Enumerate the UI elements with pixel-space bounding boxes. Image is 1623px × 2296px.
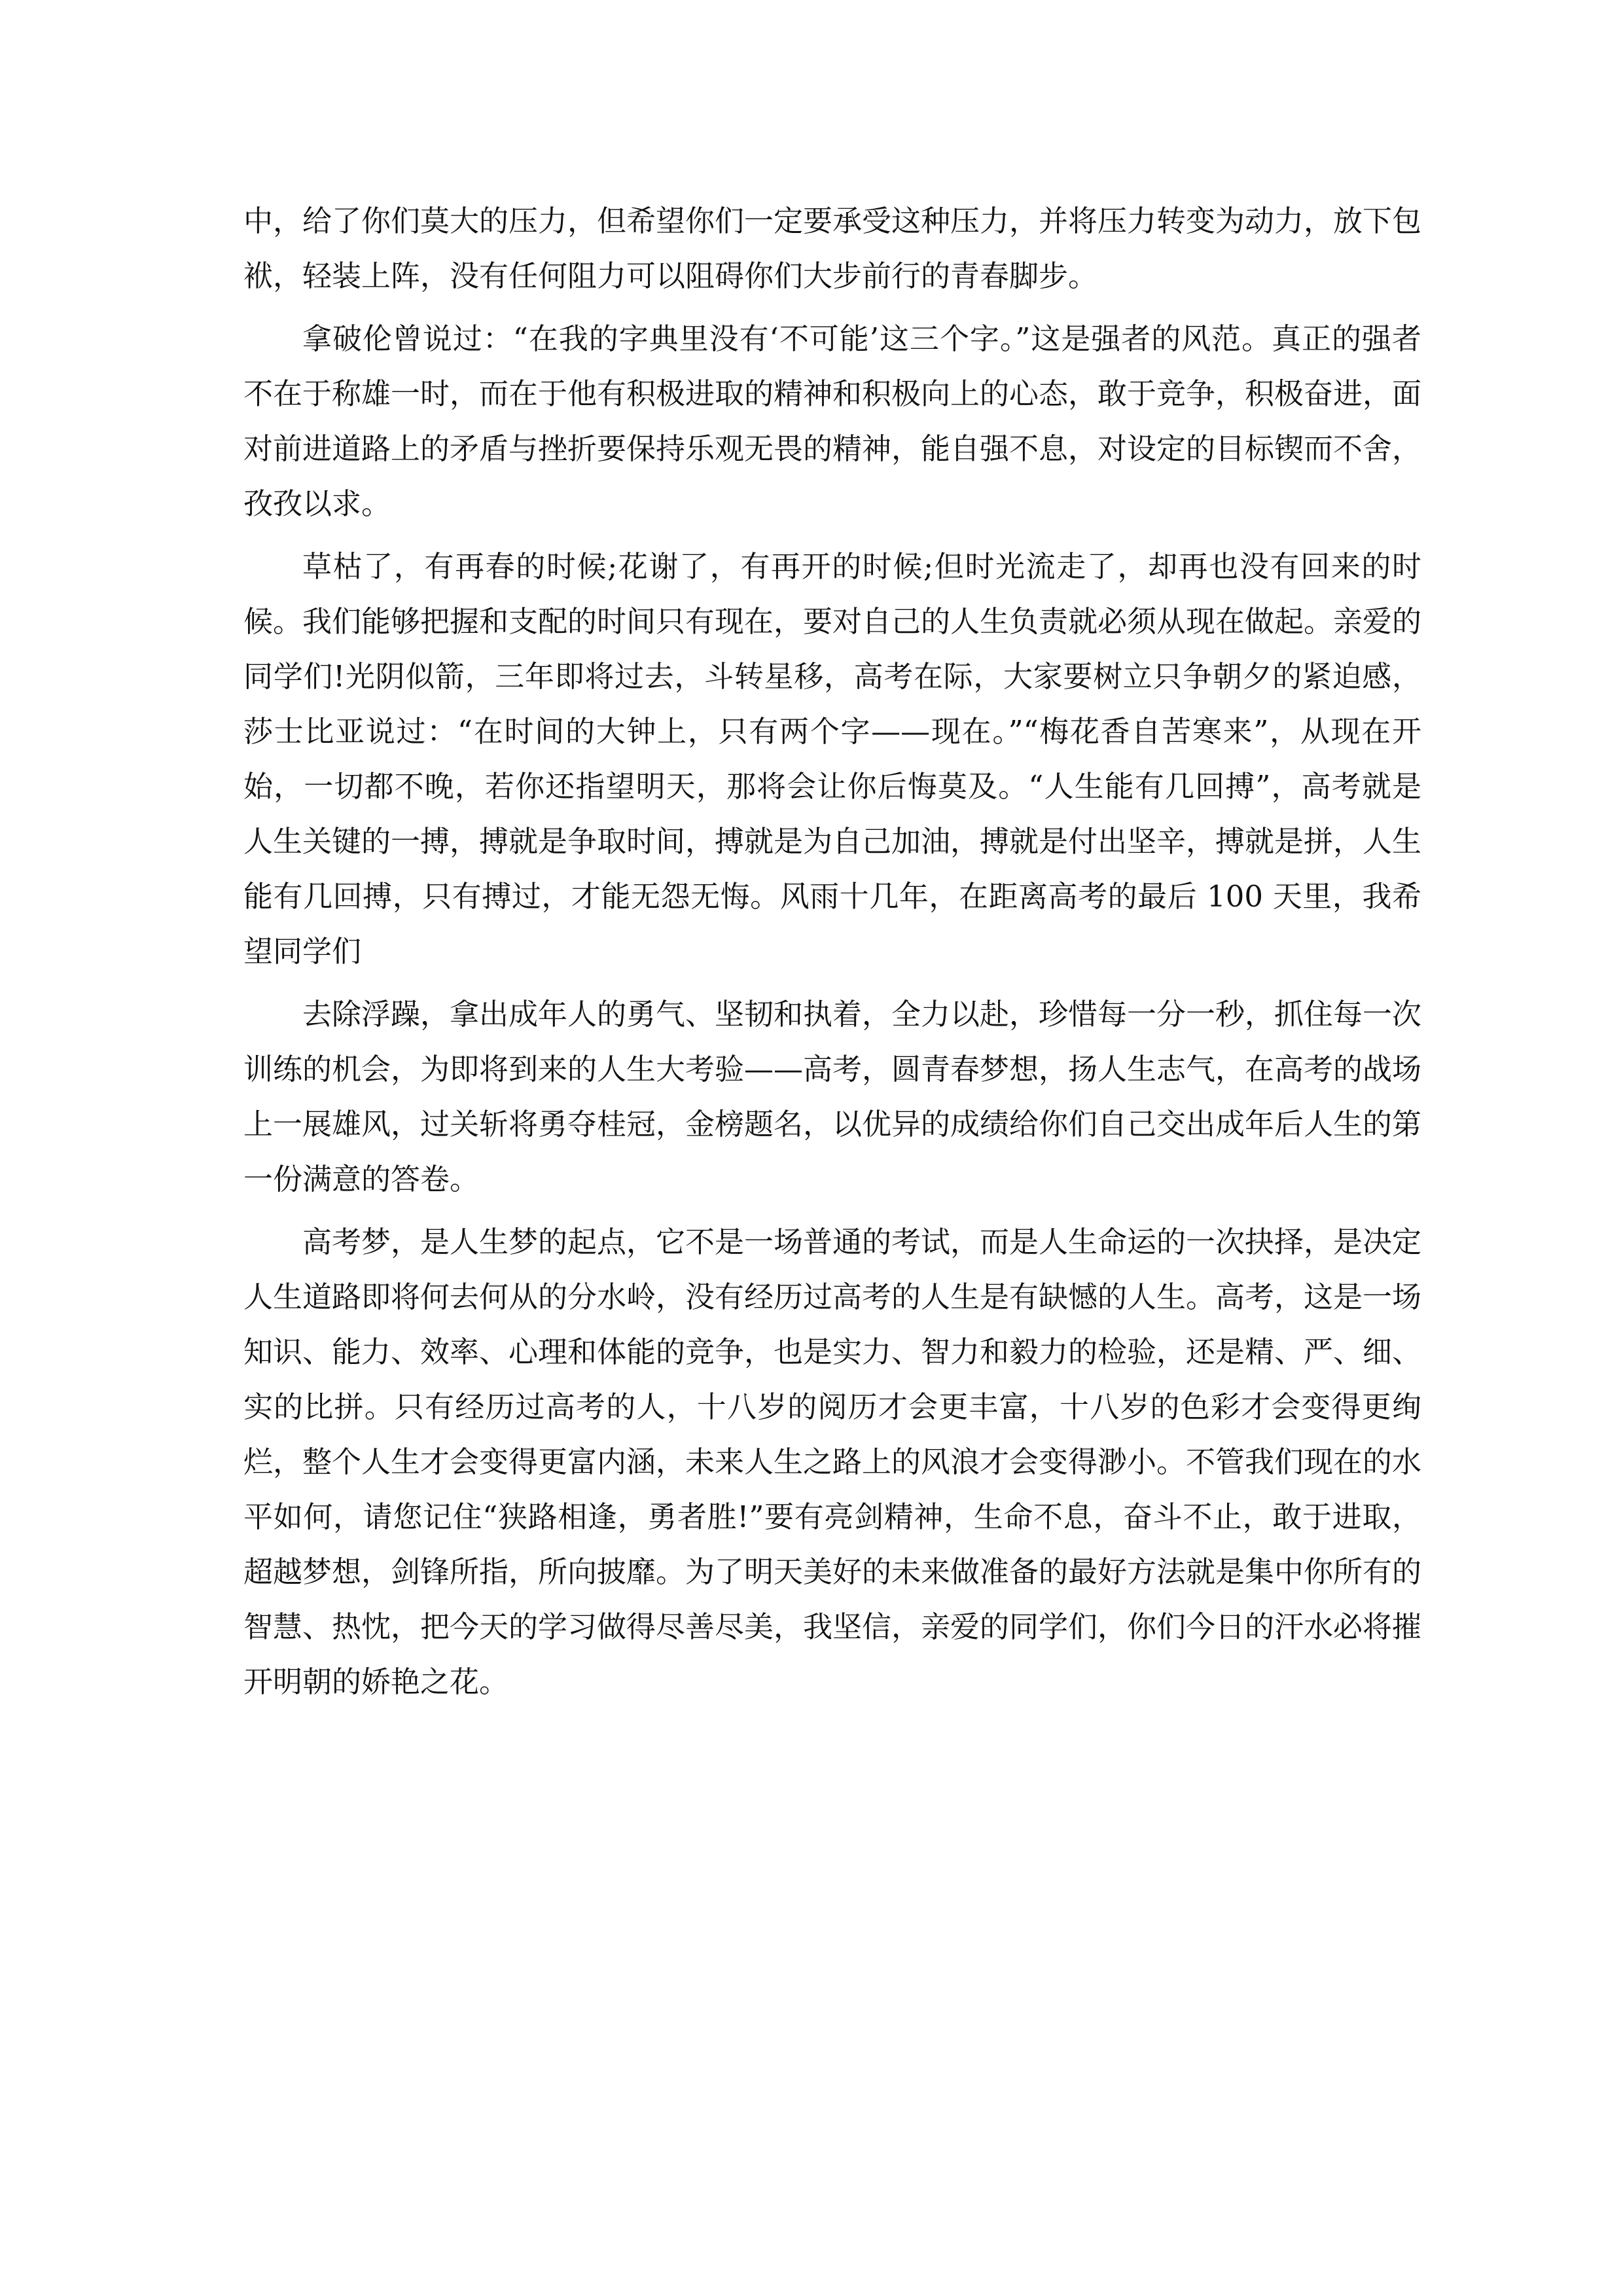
paragraph-2: 拿破伦曾说过：“在我的字典里没有‘不可能’这三个字。”这是强者的风范。真正的强者不在于称雄一时，而在于他有积极进取的精神和积极向上的心态，敢于竞争，积极奋进，面对前进道路上的矛盾与挫折要保持乐观无畏的精神，能自强不息，对设定的目标锲而不舍，孜孜以求。 — [243, 321, 1422, 521]
document-body — [243, 194, 1421, 1717]
paragraph-4: 去除浮躁，拿出成年人的勇气、坚韧和执着，全力以赴，珍惜每一分一秒，抓住每一次训练的机会，为即将到来的人生大考验——高考，圆青春梦想，扬人生志气，在高考的战场上一展雄风，过关斩将勇夺桂冠，金榜题名，以优异的成绩给你们自己交出成年后人生的第一份满意的答卷。 — [243, 997, 1422, 1196]
paragraph-5: 高考梦，是人生梦的起点，它不是一场普通的考试，而是人生命运的一次抉择，是决定人生道路即将何去何从的分水岭，没有经历过高考的人生是有缺憾的人生。高考，这是一场知识、能力、效率、心理和体能的竞争，也是实力、智力和毅力的检验，还是精、严、细、实的比拼。只有经历过高考的人，十八岁的阅历才会更丰富，十八岁的色彩才会变得更绚烂，整个人生才会变得更富内涵，未来人生之路上的风浪才会变得渺小。不管我们现在的水平如何，请您记住“狭路相逢，勇者胜!”要有亮剑精神，生命不息，奋斗不止，敢于进取，超越梦想，剑锋所指，所向披靡。为了明天美好的未来做准备的最好方法就是集中你所有的智慧、热忱，把今天的学习做得尽善尽美，我坚信，亲爱的同学们，你们今日的汗水必将摧开明朝的娇艳之花。 — [243, 1225, 1422, 1699]
paragraph-1: 中，给了你们莫大的压力，但希望你们一定要承受这种压力，并将压力转变为动力，放下包袱，轻装上阵，没有任何阻力可以阻碍你们大步前行的青春脚步。 — [243, 204, 1422, 293]
paragraph-3: 草枯了，有再春的时候;花谢了，有再开的时候;但时光流走了，却再也没有回来的时候。我们能够把握和支配的时间只有现在，要对自己的人生负责就必须从现在做起。亲爱的同学们!光阴似箭，三年即将过去，斗转星移，高考在际，大家要树立只争朝夕的紧迫感，莎士比亚说过：“在时间的大钟上，只有两个字——现在。”“梅花香自苦寒来”，从现在开始，一切都不晚，若你还指望明天，那将会让你后悔莫及。“人生能有几回搏”，高考就是人生关键的一搏，搏就是争取时间，搏就是为自己加油，搏就是付出坚辛，搏就是拼，人生能有几回搏，只有搏过，才能无怨无悔。风雨十几年，在距离高考的最后 100 天里，我希望同学们 — [243, 549, 1422, 969]
